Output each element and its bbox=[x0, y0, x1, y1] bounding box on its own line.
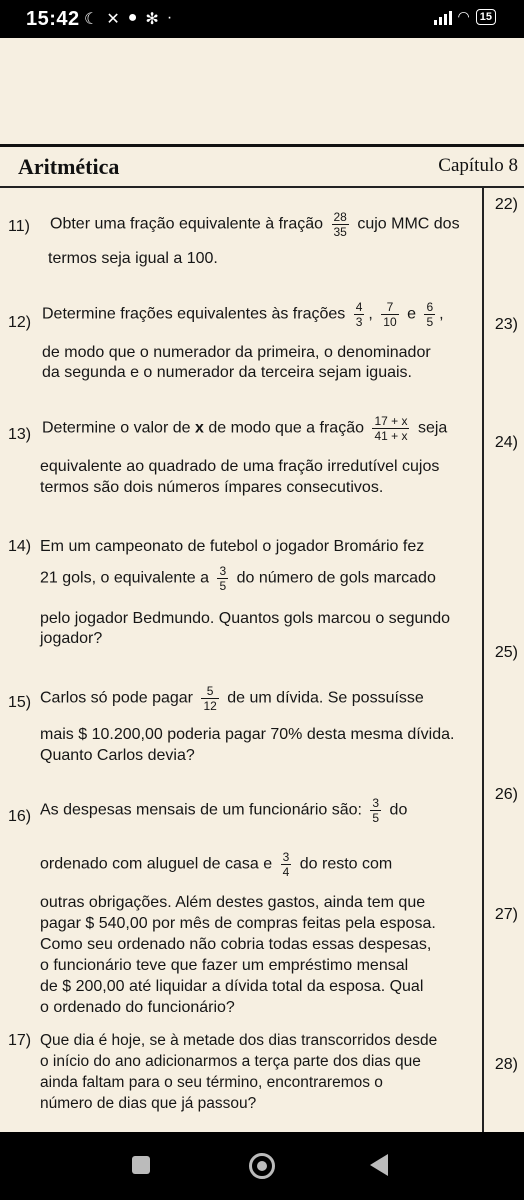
bug-icon: ✻ bbox=[145, 11, 159, 28]
problem-text: do número de gols marcado bbox=[236, 569, 436, 587]
problem-number: 15) bbox=[8, 694, 32, 711]
chapter-number: Capítulo 8 bbox=[438, 155, 518, 176]
fraction: $\frac{3}{4}$ bbox=[282, 850, 290, 879]
clock: 15:42 bbox=[26, 8, 80, 30]
problem-text: equivalente ao quadrado de uma fração irredutível cujos bbox=[40, 458, 440, 475]
problem-text: Como seu ordenado não cobria todas essas despesas, bbox=[40, 936, 432, 953]
recent-apps-button[interactable] bbox=[132, 1156, 150, 1174]
problem-text: de modo que o numerador da primeira, o denominador bbox=[42, 344, 431, 361]
problem-number: 17) bbox=[8, 1032, 32, 1049]
bell-off-icon: ✕ bbox=[106, 11, 120, 28]
problem-12: 12) Determine frações equivalentes às frações $\frac{4}{3}$ , $\frac{7}{10}$ e $\frac{6}{5}$ , de modo que o numerador da primeira, o denominador da segunda e o numerador da terceira sejam iguais. bbox=[8, 300, 444, 381]
problem-text: ainda faltam para o seu término, encontraremos o bbox=[40, 1074, 383, 1091]
side-number: 28) bbox=[494, 1056, 518, 1073]
problem-text: pagar $ 540,00 por mês de compras feitas pela esposa. bbox=[40, 915, 436, 932]
notification-icons bbox=[84, 9, 172, 29]
fraction: $\frac{3}{5}$ bbox=[219, 564, 227, 593]
dot-icon: · bbox=[166, 9, 173, 26]
problem-text: número de dias que já passou? bbox=[40, 1095, 257, 1112]
fraction: $\frac{7}{10}$ bbox=[383, 300, 397, 329]
problem-text: o funcionário teve que fazer um empréstimo mensal bbox=[40, 957, 409, 974]
problem-number: 11) bbox=[8, 218, 30, 235]
document-page[interactable] bbox=[0, 38, 524, 1132]
problem-text: o início do ano adicionarmos a terça parte dos dias que bbox=[40, 1053, 421, 1070]
side-number: 22) bbox=[494, 196, 518, 213]
problem-text: do bbox=[389, 801, 408, 819]
problem-17 bbox=[0, 1030, 478, 1116]
chat-icon: ● bbox=[127, 9, 138, 26]
problem-number: 16) bbox=[8, 808, 32, 825]
header-underline bbox=[0, 186, 524, 188]
moon-icon: ☾ bbox=[84, 11, 99, 28]
problem-text: Em um campeonato de futebol o jogador Bromário fez bbox=[40, 538, 425, 555]
problem-text: da segunda e o numerador da terceira sejam iguais. bbox=[42, 364, 412, 381]
problem-15 bbox=[0, 684, 478, 768]
problem-text: de $ 200,00 até liquidar a dívida total da esposa. Qual bbox=[40, 978, 424, 995]
problem-text: seja bbox=[417, 419, 448, 437]
problem-text: jogador? bbox=[40, 630, 103, 647]
problem-text: termos seja igual a 100. bbox=[48, 250, 218, 267]
side-number: 27) bbox=[494, 906, 518, 923]
problem-text: do resto com bbox=[299, 855, 393, 873]
side-number: 26) bbox=[494, 786, 518, 803]
problem-text: Carlos só pode pagar bbox=[40, 689, 193, 707]
problem-text: As despesas mensais de um funcionário são: bbox=[40, 801, 362, 819]
problem-text: 21 gols, o equivalente a bbox=[40, 569, 210, 587]
column-divider bbox=[482, 188, 484, 1132]
problem-16 bbox=[0, 796, 478, 1016]
problem-text: e bbox=[407, 305, 417, 323]
problem-text: mais $ 10.200,00 poderia pagar 70% desta mesma dívida. bbox=[40, 726, 455, 743]
fraction: $\frac{3}{5}$ bbox=[372, 796, 380, 825]
back-button[interactable] bbox=[370, 1154, 388, 1176]
fraction: $\frac{17 + x}{41 + x}$ bbox=[374, 414, 408, 443]
problem-11 bbox=[0, 210, 478, 270]
problem-text: termos são dois números ímpares consecutivos. bbox=[40, 479, 384, 496]
fraction: $\frac{28}{35}$ bbox=[333, 210, 347, 239]
navigation-bar bbox=[0, 1132, 524, 1200]
problem-number: 13) bbox=[8, 426, 32, 443]
fraction: $\frac{4}{3}$ bbox=[355, 300, 363, 329]
status-bar bbox=[0, 0, 524, 38]
problem-text: de modo que a fração bbox=[208, 419, 364, 437]
problem-14 bbox=[0, 536, 478, 648]
signal-icon bbox=[434, 9, 452, 25]
fraction: $\frac{6}{5}$ bbox=[426, 300, 434, 329]
header-rule bbox=[0, 144, 524, 147]
problem-text: Que dia é hoje, se à metade dos dias transcorridos desde bbox=[40, 1032, 438, 1049]
problem-text: Quanto Carlos devia? bbox=[40, 747, 195, 764]
battery-icon bbox=[476, 9, 496, 25]
variable-x: x bbox=[194, 419, 204, 437]
problem-13 bbox=[0, 414, 478, 498]
home-button[interactable] bbox=[249, 1153, 275, 1179]
problem-text: de um dívida. Se possuísse bbox=[227, 689, 424, 707]
battery-level: 15 bbox=[479, 10, 492, 23]
problem-text: o ordenado do funcionário? bbox=[40, 999, 235, 1016]
problem-text: Determine o valor de bbox=[42, 419, 191, 437]
side-number: 25) bbox=[494, 644, 518, 661]
problem-text: ordenado com aluguel de casa e bbox=[40, 855, 273, 873]
fraction: $\frac{5}{12}$ bbox=[203, 684, 217, 713]
problem-text: cujo MMC dos bbox=[357, 215, 460, 233]
problem-text: Determine frações equivalentes às frações bbox=[42, 305, 346, 323]
problem-number: 12) bbox=[8, 314, 32, 331]
problem-text: pelo jogador Bedmundo. Quantos gols marcou o segundo bbox=[40, 610, 451, 627]
problem-text: Obter uma fração equivalente à fração bbox=[50, 215, 324, 233]
problem-text: outras obrigações. Além destes gastos, ainda tem que bbox=[40, 894, 426, 911]
chapter-title: Aritmética bbox=[18, 154, 120, 179]
side-number: 24) bbox=[494, 434, 518, 451]
side-number: 23) bbox=[494, 316, 518, 333]
problem-number: 14) bbox=[8, 538, 32, 555]
wifi-icon: ◠ bbox=[457, 8, 470, 24]
